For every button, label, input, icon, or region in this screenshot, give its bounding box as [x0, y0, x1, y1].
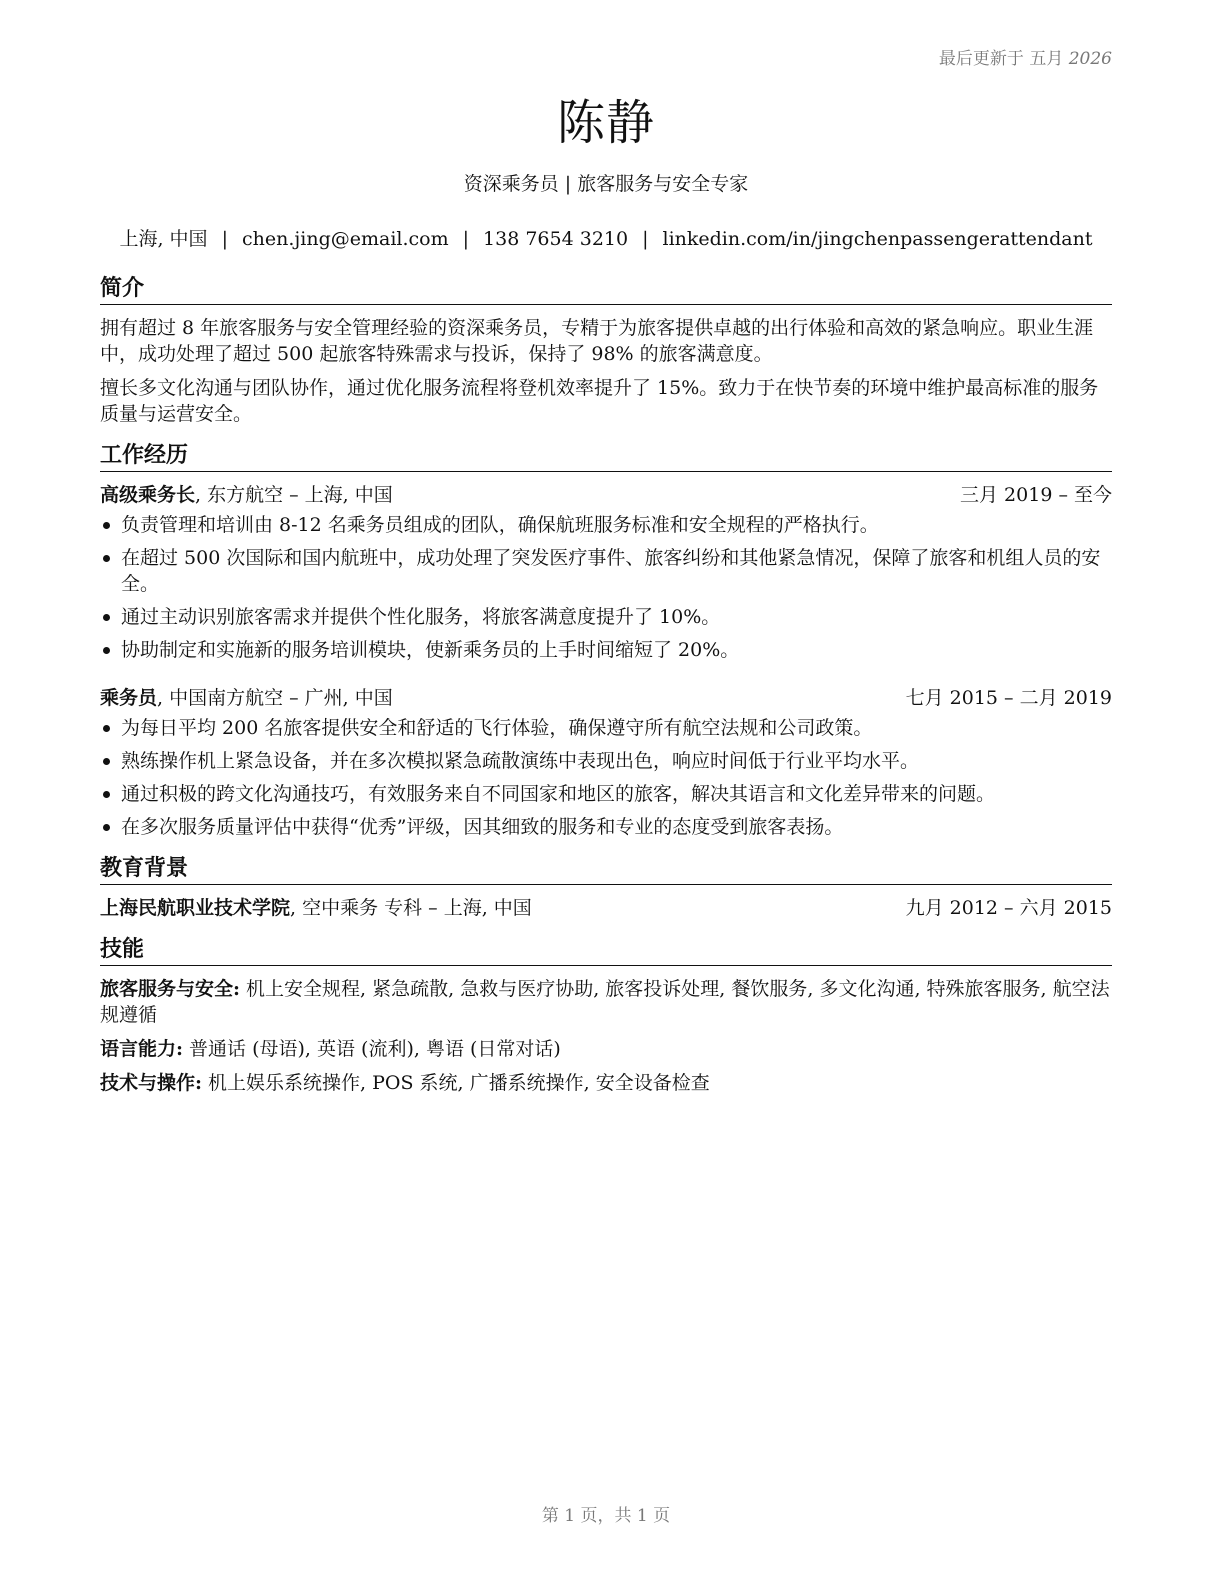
job-title: 高级乘务长: [100, 484, 196, 506]
job-role: [100, 685, 393, 711]
job-dates: 三月 2019 – 至今: [960, 484, 1112, 506]
experience-section: [100, 441, 1112, 840]
job-bullet: 通过积极的跨文化沟通技巧，有效服务来自不同国家和地区的旅客，解决其语言和文化差异带来的问题。: [100, 781, 1112, 807]
job-entry: [100, 685, 1112, 840]
skill-category: 旅客服务与安全:: [100, 978, 241, 1000]
section-heading-skills: 技能: [100, 935, 1112, 966]
contact-phone: 138 7654 3210: [483, 228, 629, 250]
skill-category: 语言能力:: [100, 1038, 184, 1060]
job-company: , 中国南方航空 – 广州, 中国: [157, 687, 393, 709]
contact-email[interactable]: chen.jing@email.com: [241, 228, 449, 250]
page-number: 第 1 页，共 1 页: [541, 1506, 671, 1526]
headline: 资深乘务员 | 旅客服务与安全专家: [463, 173, 749, 195]
skill-items: 机上安全规程, 紧急疏散, 急救与医疗协助, 旅客投诉处理, 餐饮服务, 多文化沟通, 特殊旅客服务, 航空法规遵循: [100, 978, 1110, 1026]
contact-line: [100, 224, 1112, 251]
job-bullets: [100, 512, 1112, 663]
summary-section: [100, 274, 1112, 427]
section-heading-summary: 简介: [100, 274, 1112, 305]
job-header: [100, 685, 1112, 711]
job-bullet: 协助制定和实施新的服务培训模块，使新乘务员的上手时间缩短了 20%。: [100, 637, 1112, 663]
education-school-line: [100, 895, 532, 921]
last-updated-label: 最后更新于 五月: [938, 49, 1064, 69]
job-bullet: 为每日平均 200 名旅客提供安全和舒适的飞行体验，确保遵守所有航空法规和公司政策。: [100, 715, 1112, 741]
job-title: 乘务员: [100, 687, 158, 709]
job-bullets: [100, 715, 1112, 840]
candidate-name: 陈静: [556, 95, 655, 151]
contact-linkedin[interactable]: linkedin.com/in/jingchenpassengerattendant: [662, 228, 1093, 250]
resume-body: [100, 274, 1112, 1110]
education-school: 上海民航职业技术学院: [100, 897, 291, 919]
contact-separator: |: [462, 228, 470, 250]
last-updated: [939, 44, 1112, 69]
job-company: , 东方航空 – 上海, 中国: [195, 484, 393, 506]
job-header: [100, 482, 1112, 508]
job-role: [100, 482, 393, 508]
contact-separator: |: [642, 228, 649, 250]
skill-line: [100, 1070, 1112, 1096]
job-bullet: 在多次服务质量评估中获得“优秀”评级，因其细致的服务和专业的态度受到旅客表扬。: [100, 814, 1112, 840]
skill-category: 技术与操作:: [100, 1072, 203, 1094]
last-updated-year: 2026: [1068, 49, 1112, 69]
job-entry: [100, 482, 1112, 663]
education-entry: [100, 895, 1112, 921]
job-dates: 七月 2015 – 二月 2019: [905, 687, 1112, 709]
resume-page: [100, 0, 1112, 1584]
skill-line: [100, 976, 1112, 1028]
education-detail: , 空中乘务 专科 – 上海, 中国: [290, 897, 532, 919]
contact-location: 上海, 中国: [119, 228, 208, 250]
skill-items: 机上娱乐系统操作, POS 系统, 广播系统操作, 安全设备检查: [202, 1072, 710, 1094]
job-bullet: 在超过 500 次国际和国内航班中，成功处理了突发医疗事件、旅客纠纷和其他紧急情况，保障了旅客和机组人员的安全。: [100, 545, 1112, 597]
contact-separator: |: [221, 228, 228, 250]
education-dates: 九月 2012 – 六月 2015: [905, 897, 1112, 919]
education-section: [100, 854, 1112, 921]
section-heading-experience: 工作经历: [100, 441, 1112, 472]
skill-line: [100, 1036, 1112, 1062]
summary-paragraph: 擅长多文化沟通与团队协作，通过优化服务流程将登机效率提升了 15%。致力于在快节奏的环境中维护最高标准的服务质量与运营安全。: [100, 377, 1099, 425]
summary-paragraph: 拥有超过 8 年旅客服务与安全管理经验的资深乘务员，专精于为旅客提供卓越的出行体验和高效的紧急响应。职业生涯中，成功处理了超过 500 起旅客特殊需求与投诉，保持了 98% 的旅客满意度。: [100, 317, 1094, 365]
job-bullet: 负责管理和培训由 8-12 名乘务员组成的团队，确保航班服务标准和安全规程的严格执行。: [100, 512, 1112, 538]
job-bullet: 通过主动识别旅客需求并提供个性化服务，将旅客满意度提升了 10%。: [100, 604, 1112, 630]
skills-section: [100, 935, 1112, 1096]
skill-items: 普通话 (母语), 英语 (流利), 粤语 (日常对话): [183, 1038, 561, 1060]
section-heading-education: 教育背景: [100, 854, 1112, 885]
job-bullet: 熟练操作机上紧急设备，并在多次模拟紧急疏散演练中表现出色，响应时间低于行业平均水平。: [100, 748, 1112, 774]
